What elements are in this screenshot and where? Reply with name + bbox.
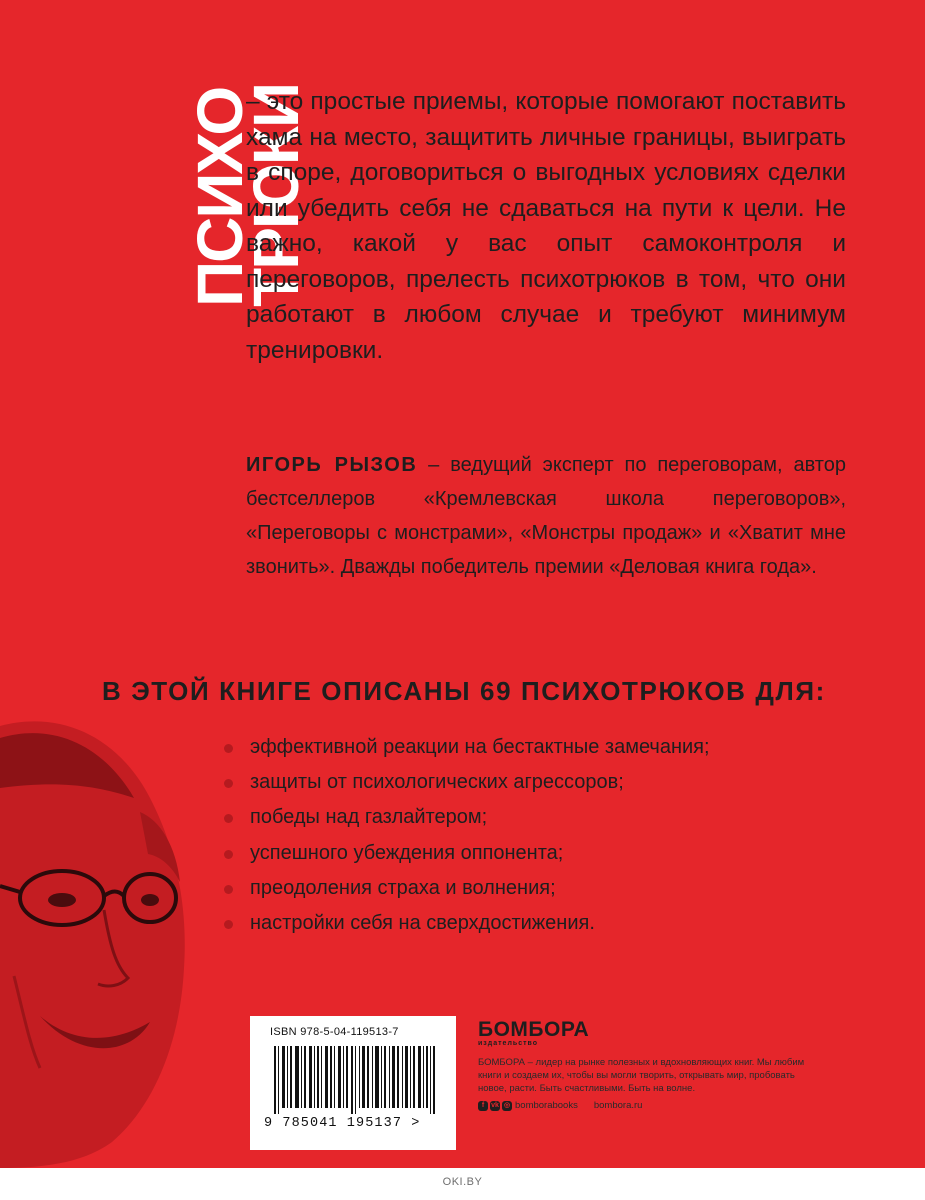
publisher-description: БОМБОРА – лидер на рынке полезных и вдохновляющих книг. Мы любим книги и создаем их, чтобы вы могли творить, открывать мир, пробовать новое, расти. Быть счастливыми. Быть на волне. [478,1057,805,1094]
list-item: защиты от психологических агрессоров; [222,765,710,800]
intro-paragraph: – это простые приемы, которые помогают поставить хама на место, защитить личные границы, выиграть в споре, договориться о выгодных условиях сделки или убедить себя не сдаваться на пути к цели. Не важно, какой у вас опыт самоконтроля и переговоров, прелесть психотрюков в том, что они работают в любом случае и требуют минимум тренировки. [246,88,846,364]
list-item: победы над газлайтером; [222,800,710,835]
benefits-list [222,730,710,941]
footer-strip [0,1168,925,1200]
publisher-subtitle: издательство [478,1040,538,1047]
author-name: ИГОРЬ РЫЗОВ [246,454,418,476]
barcode-icon [274,1046,438,1114]
list-item: настройки себя на сверхдостижения. [222,906,710,941]
watermark: OKI.BY [442,1176,483,1188]
publisher-block [478,1018,818,1111]
publisher-links [478,1100,818,1111]
title-line-2: ТРЮКИ [240,84,313,307]
publisher-logo: БОМБОРА [478,1018,590,1041]
title-line-1: ПСИХО [184,87,256,307]
author-block [246,448,846,584]
social-icons [478,1101,512,1111]
instagram-icon[interactable]: ◎ [503,1101,511,1109]
list-item: преодоления страха и волнения; [222,871,710,906]
list-item: эффективной реакции на бестактные замечания; [222,730,710,765]
list-heading: В ЭТОЙ КНИГЕ ОПИСАНЫ 69 ПСИХОТРЮКОВ ДЛЯ: [102,676,826,706]
facebook-icon[interactable]: f [478,1101,488,1111]
barcode-digits: 9 785041 195137 > [264,1116,421,1131]
vk-icon[interactable]: vk [491,1101,499,1109]
website-link[interactable]: bombora.ru [593,1100,643,1111]
list-item: успешного убеждения оппонента; [222,836,710,871]
author-portrait [0,716,210,1168]
author-bio: – ведущий эксперт по переговорам, автор бестселлеров «Кремлевская школа переговоров», «Переговоры с монстрами», «Монстры продаж» и «Хватит мне звонить». Дважды победитель премии «Деловая книга года». [246,454,846,578]
social-handle[interactable]: bomborabooks [515,1100,578,1111]
isbn-label: ISBN 978-5-04-119513-7 [270,1026,399,1038]
barcode-box [250,1016,456,1150]
intro-text [240,84,846,368]
